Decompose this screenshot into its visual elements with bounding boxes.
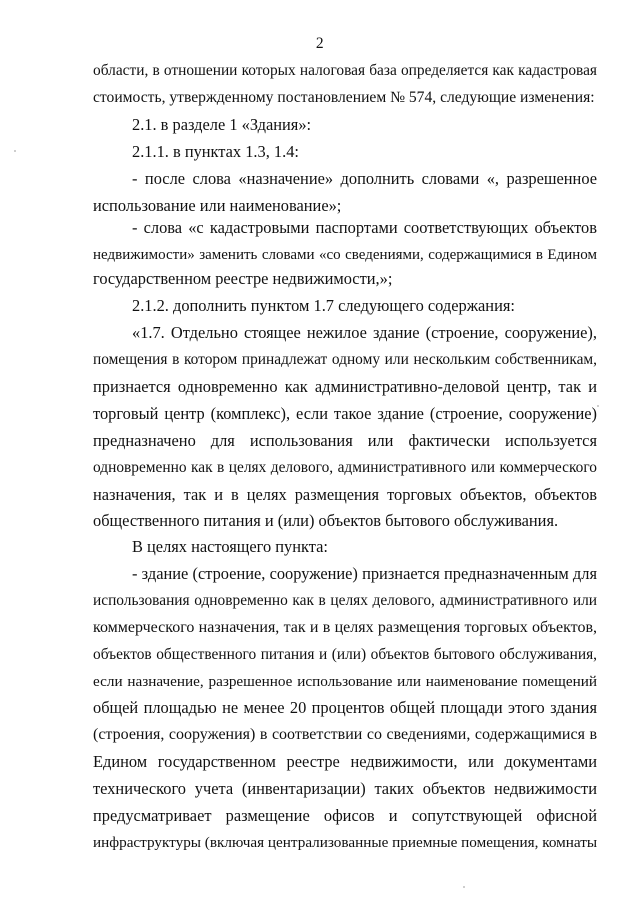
text-line: стоимость, утвержденному постановлением № 574, следующие изменения: xyxy=(93,89,595,106)
text-line: использование или наименование»; xyxy=(93,196,342,215)
text-line: области, в отношении которых налоговая база определяется как кадастровая xyxy=(93,62,597,79)
text-line: - здание (строение, сооружение) признается предназначенным для xyxy=(132,564,597,583)
scan-speck xyxy=(14,150,16,152)
text-line: объектов общественного питания и (или) объектов бытового обслуживания, xyxy=(93,646,597,663)
text-line: «1.7. Отдельно стоящее нежилое здание (строение, сооружение), xyxy=(132,323,597,342)
scan-speck xyxy=(463,886,465,888)
text-line: 2.1. в разделе 1 «Здания»: xyxy=(132,115,312,134)
text-line: коммерческого назначения, так и в целях размещения торговых объектов, xyxy=(93,619,597,636)
text-line: 2.1.1. в пунктах 1.3, 1.4: xyxy=(132,142,299,161)
text-line: В целях настоящего пункта: xyxy=(132,537,328,556)
text-line: (строения, сооружения) в соответствии со сведениями, содержащимися в xyxy=(93,726,597,743)
text-line: 2.1.2. дополнить пунктом 1.7 следующего содержания: xyxy=(132,296,515,315)
text-line: общей площадью не менее 20 процентов общей площади этого здания xyxy=(93,698,597,717)
text-line: предназначено для использования или фактически используется xyxy=(93,431,597,450)
text-line: общественного питания и (или) объектов бытового обслуживания. xyxy=(93,511,559,530)
text-line: технического учета (инвентаризации) таких объектов недвижимости xyxy=(93,779,597,798)
scan-speck xyxy=(597,405,599,407)
text-line: если назначение, разрешенное использование или наименование помещений xyxy=(93,673,597,690)
text-line: предусматривает размещение офисов и сопутствующей офисной xyxy=(93,806,597,825)
text-line: - слова «с кадастровыми паспортами соответствующих объектов xyxy=(132,218,597,237)
text-line: Едином государственном реестре недвижимости, или документами xyxy=(93,752,597,771)
text-line: - после слова «назначение» дополнить словами «, разрешенное xyxy=(132,169,597,188)
text-line: государственном реестре недвижимости,»; xyxy=(93,269,393,288)
text-line: признается одновременно как административно-деловой центр, так и xyxy=(93,377,597,396)
text-line: назначения, так и в целях размещения торговых объектов, объектов xyxy=(93,485,597,504)
page-number: 2 xyxy=(315,35,325,52)
text-line: торговый центр (комплекс), если такое здание (строение, сооружение) xyxy=(93,404,597,423)
text-line: одновременно как в целях делового, административного или коммерческого xyxy=(93,459,597,476)
text-line: помещения в котором принадлежат одному или нескольким собственникам, xyxy=(93,351,597,368)
text-line: инфраструктуры (включая централизованные приемные помещения, комнаты xyxy=(93,834,598,851)
text-line: использования одновременно как в целях делового, административного или xyxy=(93,592,597,609)
text-line: недвижимости» заменить словами «со сведениями, содержащимися в Едином xyxy=(93,247,597,263)
